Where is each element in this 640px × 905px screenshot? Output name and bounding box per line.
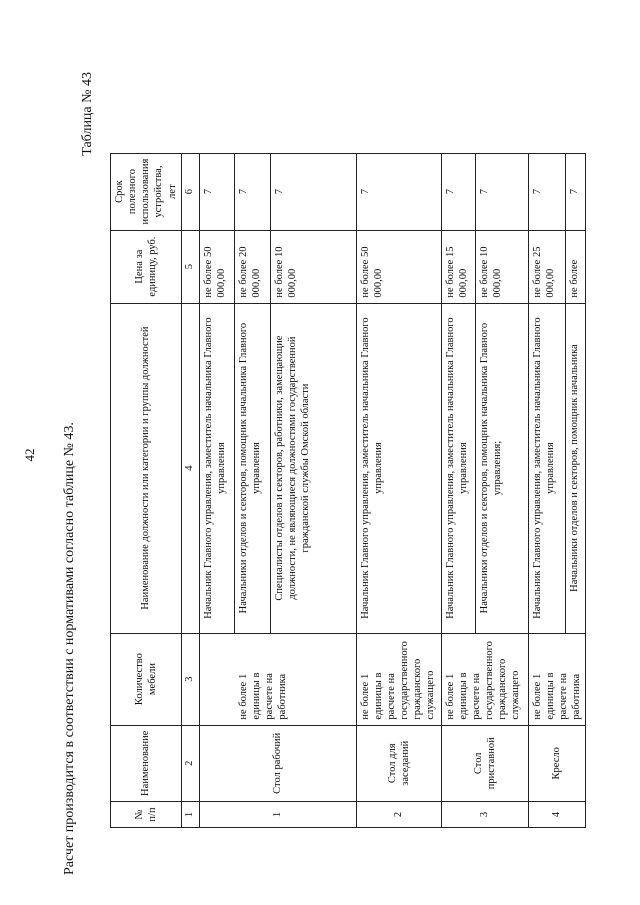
position-text: Начальники отделов и секторов, помощник начальника Главного управления; (475, 303, 528, 633)
col-header-price: Цена за единицу, руб. (111, 230, 182, 303)
row-number: 2 (356, 802, 441, 828)
price-text: не более 10 000,00 (270, 230, 356, 303)
price-text: не более 50 000,00 (356, 230, 441, 303)
col-header-years: Срок полезного использования устройства, лет (111, 153, 182, 230)
table-label: Таблица № 43 (80, 72, 95, 156)
price-text: не более 25 000,00 (528, 230, 565, 303)
position-text: Начальник Главного управления, заместитель начальника Главного управления (356, 303, 441, 633)
price-text: не более 20 000,00 (234, 230, 270, 303)
column-number: 4 (181, 303, 199, 633)
years-text: 7 (565, 153, 586, 230)
item-quantity-cell (199, 633, 356, 725)
position-text: Начальник Главного управления, заместитель начальника Главного управления (441, 303, 475, 633)
item-quantity: не более 1 единицы в расчете на государственного гражданского служащего (441, 633, 528, 725)
position-text: Начальники отделов и секторов, помощник начальника Главного управления (234, 303, 270, 633)
item-name: Стол для заседаний (356, 725, 441, 801)
item-name: Стол приставной (441, 725, 528, 801)
column-number: 5 (181, 230, 199, 303)
years-text: 7 (475, 153, 528, 230)
price-text: не более 10 000,00 (475, 230, 528, 303)
table-row (528, 153, 565, 827)
item-quantity: не более 1 единицы в расчете на государственного гражданского служащего (356, 633, 441, 725)
col-header-qty: Количество мебели (111, 633, 182, 725)
years-text: 7 (441, 153, 475, 230)
years-text: 7 (528, 153, 565, 230)
row-number: 3 (441, 802, 528, 828)
table-row (199, 153, 234, 827)
row-number: 1 (199, 802, 356, 828)
column-number: 2 (181, 725, 199, 801)
col-header-name: Наименование (111, 725, 182, 801)
position-text: Специалисты отделов и секторов, работники, замещающие должности, не являющиеся должностями государственной гражданской службы Омской области (270, 303, 356, 633)
col-header-num: № п/п (111, 802, 182, 828)
column-number: 6 (181, 153, 199, 230)
item-quantity: не более 1 единицы в расчете на работника (528, 633, 586, 725)
header-row (111, 153, 182, 827)
page-number: 42 (22, 448, 37, 462)
norms-table (110, 153, 586, 828)
row-number: 4 (528, 802, 586, 828)
price-text: не более (565, 230, 586, 303)
years-text: 7 (270, 153, 356, 230)
item-name: Стол рабочий (199, 725, 356, 801)
table-row (441, 153, 475, 827)
item-quantity: не более 1 единицы в расчете на работника (237, 672, 288, 720)
price-text: не более 15 000,00 (441, 230, 475, 303)
col-header-position: Наименование должности или категории и группы должностей (111, 303, 182, 633)
position-text: Начальники отделов и секторов, помощник начальника (565, 303, 586, 633)
position-text: Начальник Главного управления, заместитель начальника Главного управления (199, 303, 234, 633)
column-number-row (181, 153, 199, 827)
years-text: 7 (199, 153, 234, 230)
years-text: 7 (234, 153, 270, 230)
price-text: не более 50 000,00 (199, 230, 234, 303)
column-number: 1 (181, 802, 199, 828)
table-row (356, 153, 441, 827)
intro-paragraph: Расчет производится в соответствии с нормативами согласно таблице № 43. (62, 422, 77, 875)
column-number: 3 (181, 633, 199, 725)
item-name: Кресло (528, 725, 586, 801)
position-text: Начальник Главного управления, заместитель начальника Главного управления (528, 303, 565, 633)
years-text: 7 (356, 153, 441, 230)
